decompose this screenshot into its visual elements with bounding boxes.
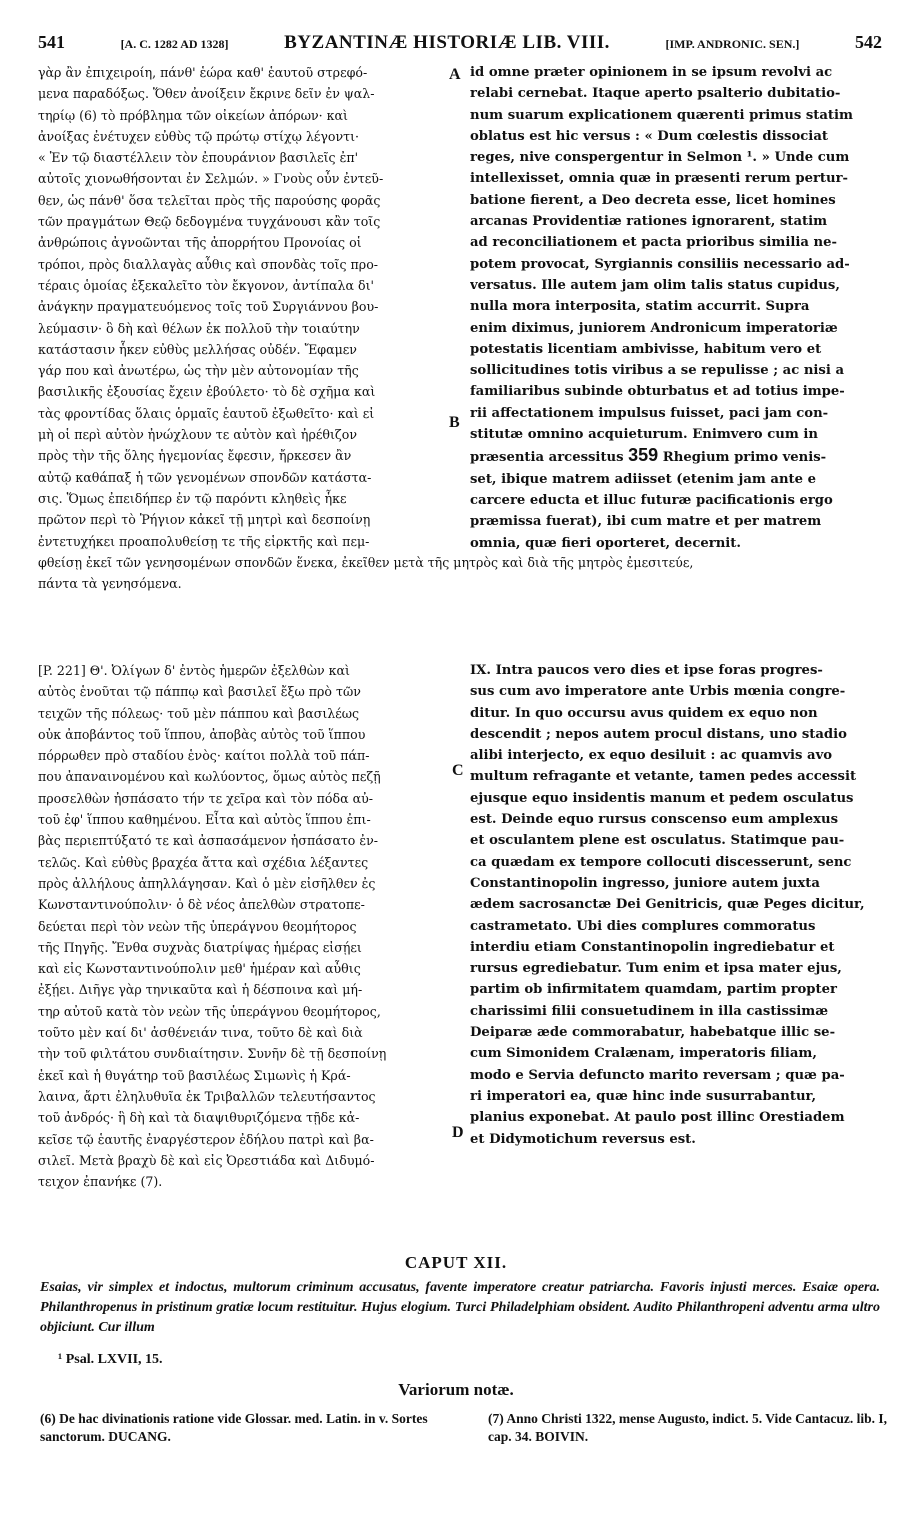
text-line: ἐντετυχήκει προαπολυθείσῃ τε τῆς εἱρκτῆς καὶ πεμ-: [38, 533, 370, 549]
text-line: et osculantem plene est osculatus. Statimque pau-: [470, 833, 845, 849]
header-dates: [A. C. 1282 AD 1328]: [120, 37, 229, 51]
variorum-heading: Variorum notæ.: [398, 1380, 514, 1399]
text-line: αὐτοῖς χιονωθήσονται ἐν Σελμών. » Γνοὺς οὖν ἐντεῦ-: [38, 171, 384, 187]
text-line: omnia, quæ fieri oporteret, decernit.: [470, 535, 741, 551]
text-line: oblatus est hic versus : « Dum cœlestis dissociat: [470, 128, 828, 144]
text-line: τηρίῳ (6) τὸ πρόβλημα τῶν οἰκείων ἀπόρων· καὶ: [38, 107, 348, 123]
text-line: αὐτὸς ἑνοῦται τῷ πάππῳ καὶ βασιλεῖ ἔξω πρὸ τῶν: [38, 684, 361, 700]
text-line: interdiu etiam Constantinopolin ingrediebatur et: [470, 939, 835, 955]
text-line: τοῦ ἀνδρός· ἣ δὴ καὶ τὰ διαψιθυριζόμενα τῇδε κἀ-: [38, 1110, 360, 1126]
text-line: γάρ που καὶ ἀνωτέρω, ὡς τὴν μὲν αὐτονομίαν τῆς: [38, 363, 359, 379]
text-line: sus cum avo imperatore ante Urbis mœnia congre-: [470, 684, 846, 700]
text-line: castrametato. Ubi dies complures commoratus: [470, 918, 816, 934]
text-line: τῆς Πηγῆς. Ἔνθα συχνὰς διατρίψας ἡμέρας εἰσῄει: [38, 939, 362, 955]
text-line: τρόποι, πρὸς διαλλαγὰς αὖθις καὶ σπονδὰς τοῖς προ-: [38, 256, 379, 272]
footnote: ¹ Psal. LXVII, 15.: [58, 1352, 163, 1367]
text-line: τειχον ἐπανήκε (7).: [38, 1174, 163, 1190]
text-line: rii affectationem impulsus fuisset, paci jam con-: [470, 405, 829, 421]
text-line: IX. Intra paucos vero dies et ipse foras progres-: [470, 663, 823, 678]
text-line: enim diximus, juniorem Andronicum imperatoriæ: [470, 320, 838, 336]
text-line: οὐκ ἀποβάντος τοῦ ἵππου, ἀποβὰς αὐτὸς τοῦ ἵππου: [38, 726, 366, 742]
text-line: φθείσῃ ἐκεῖ τῶν γενησομένων σπονδῶν ἕνεκα, ἐκεῖθεν μετὰ τῆς μητρὸς καὶ διὰ τῆς μητρὸς ἐμεσιτεύε,: [38, 554, 694, 570]
header-emperor: [IMP. ANDRONIC. SEN.]: [665, 37, 800, 51]
text-line: Deiparæ æde commorabatur, habebatque illic se-: [470, 1025, 836, 1041]
variorum-note-6: (6) De hac divinationis ratione vide Glossar. med. Latin. in v. Sortes sanctorum. DUCANG.: [40, 1411, 428, 1444]
text-line: μὴ οἱ περὶ αὐτὸν ἠνώχλουν τε αὐτὸν καὶ ἠρέθιζον: [38, 427, 357, 443]
margin-marker-a: A: [449, 66, 461, 83]
text-line: ditur. In quo occursu avus quidem ex equo non: [470, 705, 818, 721]
text-line: πρὸς ἀλλήλους ἀπηλλάγησαν. Καὶ ὁ μὲν εἰσῆλθεν ἐς: [38, 875, 376, 891]
text-line: et Didymotichum reversus est.: [470, 1131, 696, 1147]
text-line: partim ob infirmitatem quamdam, partim propter: [470, 982, 837, 998]
text-line: modo e Servia defuncto marito reversam ; quæ pa-: [470, 1067, 845, 1083]
text-line: καὶ εἰς Κωνσταντινούπολιν μεθ' ἡμέραν καὶ αὖθις: [38, 961, 361, 977]
text-line: præsentia arcessitus 359 Rhegium primo venis-: [470, 445, 827, 466]
inline-page-number: 359: [628, 445, 659, 466]
text-line: potestatis licentiam ambivisse, habitum vero et: [470, 341, 822, 357]
greek-column-block-2: [38, 660, 458, 1192]
text-line: reges, nive conspergentur in Selmon ¹. » Unde cum: [470, 150, 850, 166]
text-line: πάντα τὰ γενησόμενα.: [38, 576, 182, 592]
chapter-summary: Esaias, vir simplex et indoctus, multorum criminum accusatus, favente imperatore creatur patriarcha. Favoris injusti merces. Esaiæ opera. Philanthropenus in pristinum gratiæ locum restituitur. Hujus elogium. Turci Philadelphiam obsident. Audito Philanthropeni adventu arma ultro objiciunt. Cur illum: [40, 1280, 880, 1335]
header-title: BYZANTINÆ HISTORIÆ LIB. VIII.: [284, 32, 610, 53]
text-line: ejusque equo insidentis manum et pedem osculatus: [470, 790, 854, 806]
text-line: carcere educta et illuc futuræ pacificationis ergo: [470, 492, 833, 508]
text-line: ἐξῄει. Διῆγε γὰρ τηνικαῦτα καὶ ἡ δέσποινα καὶ μή-: [38, 982, 363, 998]
text-line: τὴν τοῦ φιλτάτου συνδιαίτησιν. Συνῆν δὲ τῇ δεσποίνῃ: [38, 1046, 387, 1062]
text-line: num suarum explicationem quærenti primus statim: [470, 107, 853, 123]
text-line: intellexisset, omnia quæ in præsenti rerum pertur-: [470, 171, 849, 187]
text-line: nulla mora interposita, statim accurrit. Supra: [470, 299, 810, 315]
latin-column-block-1: [470, 62, 882, 554]
margin-marker-c: C: [452, 762, 464, 779]
text-line: τέραις ὁμοίας ἐξεκαλεῖτο τὸν ἔκγονον, ἀντίπαλα δι': [38, 277, 374, 293]
text-line: multum refragante et vetante, tamen pedes accessit: [470, 769, 857, 785]
text-line: τοῦ ἐφ' ἵππου καθημένου. Εἶτα καὶ αὐτὸς ἵππου ἐπι-: [38, 812, 371, 828]
text-line: πρῶτον περὶ τὸ Ῥήγιον κἀκεῖ τῇ μητρὶ καὶ δεσποίνῃ: [38, 512, 371, 528]
text-line: αὐτῷ καθάπαξ ἡ τῶν γενομένων σπονδῶν κατάστα-: [38, 469, 372, 485]
text-line: est. Deinde equo rursus conscenso eum amplexus: [470, 812, 838, 828]
text-line: præmissa fuerat), ibi cum matre et per matrem: [470, 514, 822, 530]
text-line: τειχῶν τῆς πόλεως· τοῦ μὲν πάππου καὶ βασιλέως: [38, 705, 360, 721]
text-line: τελῶς. Καὶ εὐθὺς βραχέα ἄττα καὶ σχέδια λέξαντες: [38, 854, 369, 870]
text-line: versatus. Ille autem jam olim talis status cupidus,: [470, 277, 840, 293]
running-header: [38, 32, 882, 58]
text-line: δεύεται περὶ τὸν νεὼν τῆς ὑπεράγνου θεομήτορος: [38, 918, 357, 934]
text-line: βὰς περιεπτύξατό τε καὶ ἀσπασάμενον ἠσπάσατο ἐν-: [38, 833, 379, 849]
text-line: potem provocat, Syrgiannis consiliis necessario ad-: [470, 256, 850, 272]
text-line: θεν, ὡς πάνθ' ὅσα τελεῖται πρὸς τῆς παρούσης φορᾶς: [38, 192, 381, 208]
text-line: που ἀπαναινομένου καὶ κωλύοντος, ὅμως αὐτὸς πεζῇ: [38, 769, 381, 785]
text-line: σιλεῖ. Μετὰ βραχὺ δὲ καὶ εἰς Ὀρεστιάδα καὶ Διδυμό-: [38, 1152, 375, 1168]
text-line: « Ἐν τῷ διαστέλλειν τὸν ἐπουράνιον βασιλεῖς ἐπ': [38, 150, 359, 166]
text-line: arcanas Providentiæ rationes ignorarent, statim: [470, 214, 828, 230]
text-line: relabi cernebat. Itaque aperto psalterio dubitatio-: [470, 86, 841, 102]
text-line: ædem sacrosanctæ Dei Genitricis, quæ Peges dicitur,: [470, 897, 865, 913]
text-line: charissimi filii consuetudinem in illa castissimæ: [470, 1003, 829, 1019]
text-line: ἀνοίξας ἐνέτυχεν εὐθὺς τῷ πρώτῳ στίχῳ λέγοντι·: [38, 128, 360, 144]
text-line: rursus egrediebatur. Tum enim et ipsa mater ejus,: [470, 961, 842, 977]
chapter-heading: CAPUT XII.: [404, 1253, 508, 1272]
latin-column-block-2: [470, 660, 882, 1150]
text-line: σις. Ὅμως ἐπειδήπερ ἐν τῷ παρόντι κληθεὶς ἧκε: [38, 490, 347, 506]
page-number-left: 541: [38, 32, 65, 52]
text-line: λαινα, ἄρτι ἐληλυθυῖα ἐκ Τριβαλλῶν τελευτήσαντος: [38, 1088, 376, 1104]
text-line: Κωνσταντινούπολιν· ὁ δὲ νέος ἀπελθὼν στρατοπε-: [38, 897, 365, 913]
text-line: [P. 221] Θ'. Ὀλίγων δ' ἐντὸς ἡμερῶν ἐξελθὼν καὶ: [38, 663, 350, 678]
text-line: id omne præter opinionem in se ipsum revolvi ac: [470, 65, 833, 80]
text-line: ri imperatori ea, quæ hinc inde susurrabantur,: [470, 1088, 817, 1104]
text-line: λεύμασιν· ὃ δὴ καὶ θέλων ἐκ πολλοῦ τὴν τοιαύτην: [38, 320, 360, 336]
text-line: set, ibique matrem adiisset (etenim jam ante e: [470, 471, 817, 487]
margin-marker-d: D: [452, 1124, 464, 1141]
text-line: descendit ; nepos autem procul distans, uno stadio: [470, 726, 847, 742]
margin-marker-b: B: [449, 414, 460, 431]
text-line: batione fierent, a Deo decreta esse, licet homines: [470, 192, 836, 208]
text-line: familiaribus subinde obturbatus et ad totius impe-: [470, 384, 845, 400]
page-number-right: 542: [854, 32, 882, 52]
text-line: μενα παραδόξως. Ὅθεν ἀνοίξειν ἔκρινε δεῖν ἐν ψαλ-: [38, 86, 375, 102]
text-line: τὰς φροντίδας ὅλαις ὁρμαῖς ἑαυτοῦ ἐξωθεῖτο· καὶ εἰ: [38, 405, 375, 421]
text-line: πόρρωθεν πρὸ σταδίου ἑνὸς· καίτοι πολλὰ τοῦ πάπ-: [38, 748, 370, 764]
text-line: ἀνάγκην πραγματευόμενος τοῖς τοῦ Συργιάννου βου-: [38, 299, 379, 315]
text-line: γὰρ ἂν ἐπιχειροίη, πάνθ' ἑώρα καθ' ἑαυτοῦ στρεφό-: [38, 65, 368, 80]
text-line: κατάστασιν ἧκεν εὐθὺς μελλήσας οὐδέν. Ἔφαμεν: [38, 341, 357, 357]
text-line: ca quædam ex tempore collocuti discesserunt, senc: [470, 854, 852, 870]
text-line: ἐκεῖ καὶ ἡ θυγάτηρ τοῦ βασιλέως Σιμωνὶς ἡ Κρά-: [38, 1067, 351, 1083]
text-line: πρὸς τὴν τῆς ὅλης ἡγεμονίας ἔφεσιν, ἤρκεσεν ἂν: [38, 448, 352, 464]
text-line: planius exponebat. At paulo post illinc Orestiadem: [470, 1110, 845, 1126]
text-line: ἀνθρώποις ἀγνοῶνται τῆς ἀπορρήτου Προνοίας οἱ: [38, 235, 362, 251]
text-line: Constantinopolin ingresso, juniore autem juxta: [470, 875, 820, 891]
text-line: sollicitudines totis viribus a se repulisse ; ac nisi a: [470, 363, 844, 379]
text-line: alibi interjecto, ex equo desiluit : ac quamvis avo: [470, 748, 833, 764]
text-line: τοῦτο μὲν καί δι' ἀσθένειάν τινα, τοῦτο δὲ καὶ διὰ: [38, 1025, 363, 1041]
text-line: τῶν πραγμάτων Θεῷ δεδογμένα τυγχάνουσι κἂν τοῖς: [38, 214, 381, 230]
text-line: cum Simonidem Cralænam, imperatoris filiam,: [470, 1046, 817, 1062]
text-line: stitutæ omnino acquieturum. Enimvero cum in: [470, 427, 818, 443]
text-line: ad reconciliationem et pacta prioribus similia ne-: [470, 235, 837, 251]
text-line: προσελθὼν ἠσπάσατο τήν τε χεῖρα καὶ τὸν πόδα αὐ-: [38, 790, 374, 806]
text-line: βασιλικῆς ἐξουσίας ἔχειν ἐβούλετο· τὸ δὲ σχῆμα καὶ: [38, 384, 376, 400]
text-line: τηρ αὐτοῦ κατὰ τὸν νεὼν τῆς ὑπεράγνου θεομήτορος,: [38, 1003, 381, 1019]
text-line: κεῖσε τῷ ἑαυτῆς ἐναργέστερον ἐδήλου πατρὶ καὶ βα-: [38, 1131, 374, 1147]
variorum-note-7: (7) Anno Christi 1322, mense Augusto, indict. 5. Vide Cantacuz. lib. I, cap. 34. BOIVIN.: [488, 1411, 888, 1444]
